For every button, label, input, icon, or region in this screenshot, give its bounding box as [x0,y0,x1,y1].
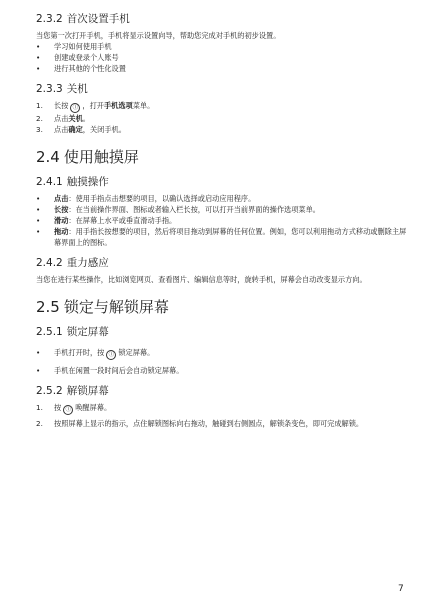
power-key-icon: Ⓘ [106,350,116,360]
section-heading-2-5-2: 2.5.2 解锁屏幕 [36,385,109,397]
section-heading-2-4-1: 2.4.1 触摸操作 [36,176,109,188]
setup-bullet-list [36,41,408,74]
list-item: • 手机在闲置一段时间后会自动锁定屏幕。 [36,366,184,375]
list-item: • 进行其他的个性化设置 [36,64,126,73]
gravity-sensor-text: 当您在进行某些操作，比如浏览网页、查看图片、编辑信息等时，旋转手机，屏幕会自动改变显示方向。 [36,275,367,284]
section-heading-2-4-2: 2.4.2 重力感应 [36,257,109,269]
power-key-icon: Ⓘ [63,405,73,415]
page-number: 7 [398,584,404,594]
power-key-icon: Ⓘ [70,103,80,113]
section-heading-2-3-3: 2.3.3 关机 [36,83,88,95]
unlock-steps [36,402,408,429]
list-item: • 学习如何使用手机 [36,42,112,51]
setup-intro-text: 当您第一次打开手机，手机将显示设置向导，帮助您完成对手机的初步设置。 [36,31,281,40]
section-heading-2-5: 2.5 锁定与解锁屏幕 [36,298,169,316]
list-item: 2. 按照屏幕上显示的指示，点住解锁图标向右拖动，触碰到右侧圆点，解锁条变色，即可完成解锁。 [36,419,364,428]
list-item: • 创建或登录个人账号 [36,53,119,62]
section-heading-2-5-1: 2.5.1 锁定屏幕 [36,326,109,338]
document-page [36,12,408,429]
list-item: • 滑动：在屏幕上水平或垂直滑动手指。 [36,216,177,225]
list-item: 1. 按 Ⓘ 唤醒屏幕。 [36,403,112,413]
touch-operations-list [36,193,408,248]
list-item: • 手机打开时，按 Ⓘ 锁定屏幕。 [36,348,155,358]
list-item: • 长按：在当前操作界面、图标或者输入栏长按，可以打开当前界面的操作选项菜单。 [36,205,320,214]
list-item: 3. 点击确定，关闭手机。 [36,125,126,134]
shutdown-steps [36,100,408,135]
list-item: 2. 点击关机。 [36,114,90,123]
section-heading-2-3-2: 2.3.2 首次设置手机 [36,13,130,25]
section-heading-2-4: 2.4 使用触摸屏 [36,148,139,166]
list-item: • 拖动：用手指长按想要的项目，然后将项目拖动到屏幕的任何位置。例如，您可以利用拖动方式移动或删除主屏幕界面上的图标。 [36,227,407,247]
list-item: • 点击：使用手指点击想要的项目，以确认选择或启动应用程序。 [36,194,256,203]
lock-screen-list [36,347,408,376]
list-item: 1. 长按 Ⓘ ，打开手机选项菜单。 [36,101,155,111]
